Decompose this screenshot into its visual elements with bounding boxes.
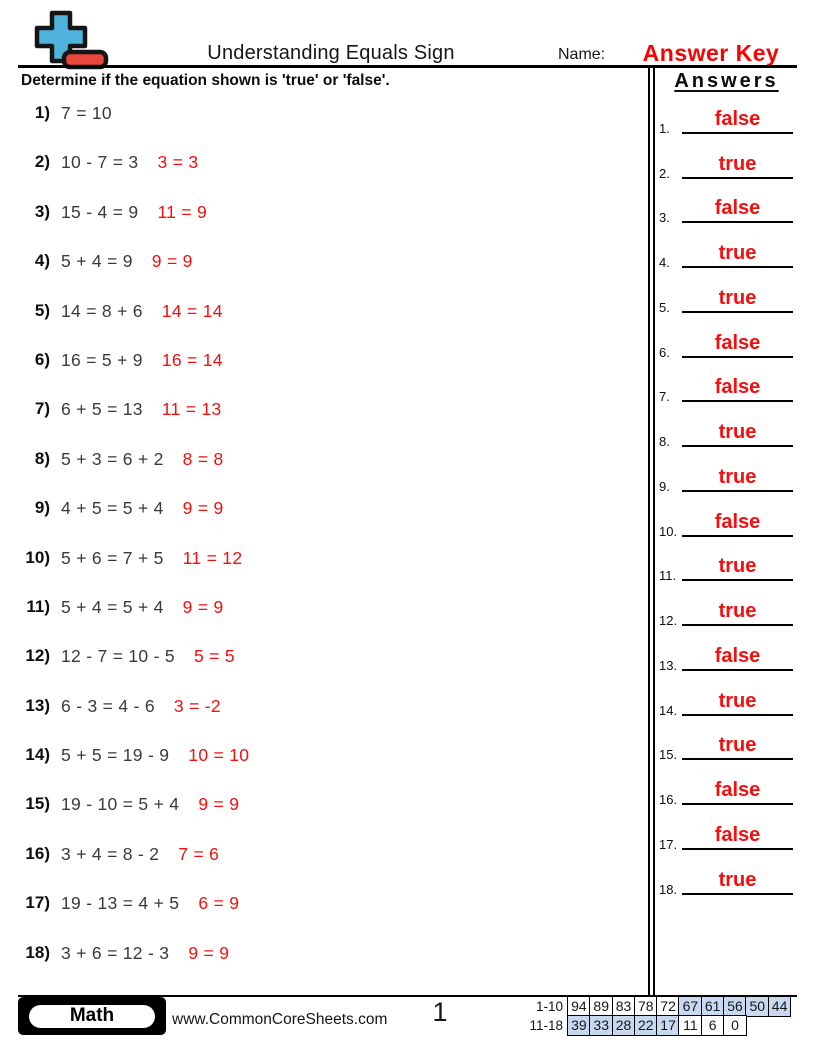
score-cell: 78 (634, 996, 658, 1017)
score-cell: 72 (656, 996, 680, 1017)
score-cell: 94 (567, 996, 591, 1017)
answer-value: false (714, 510, 761, 533)
question-row (0, 495, 645, 544)
answer-blank-line (682, 287, 793, 313)
answer-value: true (718, 734, 757, 757)
answer-item (655, 411, 798, 456)
answer-item (655, 859, 798, 904)
question-work-answer: 11 = 9 (157, 201, 208, 222)
question-work-answer: 9 = 9 (198, 794, 240, 815)
score-cell: 0 (723, 1015, 747, 1036)
question-number: 1) (34, 103, 50, 122)
answer-number: 10. (659, 523, 678, 539)
answer-number: 9. (659, 478, 670, 494)
score-row-2-cells (567, 1015, 747, 1036)
answer-value: true (718, 555, 757, 578)
question-number: 17) (25, 893, 50, 913)
answer-blank-line (682, 197, 793, 223)
answer-item (655, 635, 798, 680)
answer-number: 7. (659, 389, 670, 405)
instruction-text: Determine if the equation shown is 'true' or 'false'. (21, 72, 390, 89)
question-number: 5) (34, 300, 50, 320)
question-row (0, 594, 645, 643)
answer-item (655, 814, 798, 859)
score-cell: 28 (612, 1015, 636, 1036)
question-row (0, 396, 645, 445)
answers-list (655, 98, 798, 904)
answer-value: true (718, 421, 757, 444)
answer-blank-line (682, 734, 793, 760)
score-cell: 39 (567, 1015, 591, 1036)
answer-item (655, 232, 798, 277)
answer-item (655, 143, 798, 188)
answer-number: 1. (659, 120, 670, 136)
score-cell: 83 (612, 996, 636, 1017)
answer-value: true (718, 868, 757, 891)
question-row (0, 298, 645, 347)
answer-item (655, 590, 798, 635)
question-equation: 5 + 6 = 7 + 5 (61, 547, 164, 568)
score-cell: 44 (768, 996, 792, 1017)
answer-number: 17. (659, 837, 678, 853)
answer-blank-line (682, 824, 793, 850)
question-row (0, 940, 645, 989)
answer-value: false (714, 824, 761, 847)
question-equation: 3 + 4 = 8 - 2 (61, 843, 160, 864)
question-number: 3) (34, 201, 50, 221)
answer-value: true (718, 689, 757, 712)
answer-blank-line (682, 242, 793, 268)
answer-blank-line (682, 108, 793, 134)
question-row (0, 199, 645, 248)
answer-value: false (714, 107, 761, 130)
question-equation: 10 - 7 = 3 (61, 152, 139, 173)
column-divider (648, 67, 655, 995)
answer-item (655, 277, 798, 322)
answer-value: false (714, 644, 761, 667)
answer-item (655, 725, 798, 770)
score-cell: 61 (701, 996, 725, 1017)
question-row (0, 841, 645, 890)
question-equation: 12 - 7 = 10 - 5 (61, 646, 175, 667)
score-cell: 89 (589, 996, 613, 1017)
score-cell: 11 (678, 1015, 702, 1036)
answer-value: true (718, 465, 757, 488)
question-number: 14) (25, 745, 50, 765)
answer-value: false (714, 376, 761, 399)
website-url: www.CommonCoreSheets.com (172, 1011, 388, 1028)
question-number: 6) (34, 349, 50, 369)
answer-item (655, 98, 798, 143)
question-work-answer: 11 = 13 (161, 399, 222, 420)
answer-blank-line (682, 421, 793, 447)
question-work-answer: 14 = 14 (161, 300, 223, 321)
question-number: 10) (25, 547, 50, 567)
score-row-2 (522, 1015, 791, 1036)
score-table (522, 996, 791, 1036)
answer-item (655, 501, 798, 546)
question-row (0, 742, 645, 791)
answer-number: 12. (659, 613, 678, 629)
answer-blank-line (682, 779, 793, 805)
answer-item (655, 188, 798, 233)
question-row (0, 643, 645, 692)
question-number: 7) (34, 399, 50, 419)
answer-number: 4. (659, 255, 670, 271)
question-row (0, 100, 645, 149)
answer-value: false (714, 331, 761, 354)
answer-blank-line (682, 869, 793, 895)
question-work-answer: 9 = 9 (151, 251, 193, 272)
answer-blank-line (682, 466, 793, 492)
question-work-answer: 3 = 3 (157, 152, 199, 173)
question-number: 8) (34, 448, 50, 468)
question-equation: 16 = 5 + 9 (61, 349, 143, 370)
answer-blank-line (682, 645, 793, 671)
answer-item (655, 322, 798, 367)
answer-number: 11. (659, 568, 677, 584)
answer-key-name-value: Answer Key (642, 40, 780, 66)
question-row (0, 693, 645, 742)
question-number: 13) (25, 695, 50, 715)
score-cell: 56 (723, 996, 747, 1017)
answer-blank-line (682, 690, 793, 716)
answer-item (655, 546, 798, 591)
score-cell: 22 (634, 1015, 658, 1036)
question-number: 2) (34, 152, 50, 172)
question-work-answer: 9 = 9 (182, 498, 224, 519)
answer-value: false (714, 197, 761, 220)
question-number: 9) (34, 498, 50, 518)
answer-blank-line (682, 153, 793, 179)
answers-panel (655, 70, 798, 904)
question-equation: 5 + 3 = 6 + 2 (61, 448, 164, 469)
question-row (0, 248, 645, 297)
answer-blank-line (682, 511, 793, 537)
answer-item (655, 680, 798, 725)
score-cell: 17 (656, 1015, 680, 1036)
question-work-answer: 8 = 8 (182, 448, 224, 469)
score-cell: 33 (589, 1015, 613, 1036)
question-number: 15) (25, 794, 50, 814)
question-equation: 6 - 3 = 4 - 6 (61, 695, 155, 716)
page-title: Understanding Equals Sign (207, 42, 455, 64)
question-work-answer: 10 = 10 (188, 745, 250, 766)
question-row (0, 149, 645, 198)
question-row (0, 545, 645, 594)
score-cell: 67 (678, 996, 702, 1017)
question-equation: 6 + 5 = 13 (61, 399, 143, 420)
question-equation: 3 + 6 = 12 - 3 (61, 942, 170, 963)
question-number: 11) (26, 596, 50, 616)
name-label: Name: (558, 46, 606, 63)
subject-label: Math (27, 1003, 157, 1030)
answer-blank-line (682, 600, 793, 626)
subject-badge (18, 997, 166, 1035)
answers-heading: Answers (674, 70, 779, 92)
question-equation: 4 + 5 = 5 + 4 (61, 498, 164, 519)
answer-number: 13. (659, 657, 678, 673)
question-work-answer: 6 = 9 (198, 893, 240, 914)
question-work-answer: 16 = 14 (161, 349, 223, 370)
answer-item (655, 769, 798, 814)
score-row-1 (522, 996, 791, 1017)
answer-number: 15. (659, 747, 678, 763)
answer-item (655, 456, 798, 501)
answer-number: 14. (659, 702, 678, 718)
page-number: 1 (432, 997, 448, 1027)
question-number: 16) (25, 843, 50, 863)
question-equation: 7 = 10 (61, 103, 112, 123)
question-equation: 15 - 4 = 9 (61, 201, 139, 222)
answer-item (655, 367, 798, 412)
answer-value: true (718, 286, 757, 309)
answer-number: 8. (659, 434, 670, 450)
answer-value: true (718, 152, 757, 175)
question-work-answer: 3 = -2 (173, 695, 221, 716)
score-cell: 6 (701, 1015, 725, 1036)
answer-number: 3. (659, 210, 670, 226)
answer-number: 5. (659, 299, 670, 315)
question-equation: 19 - 13 = 4 + 5 (61, 893, 180, 914)
question-row (0, 791, 645, 840)
answer-number: 2. (659, 165, 670, 181)
score-row-2-label: 11-18 (529, 1017, 563, 1033)
question-equation: 14 = 8 + 6 (61, 300, 143, 321)
question-work-answer: 9 = 9 (188, 942, 230, 963)
question-equation: 5 + 4 = 5 + 4 (61, 596, 164, 617)
score-row-1-label: 1-10 (535, 998, 563, 1014)
answer-number: 6. (659, 344, 670, 360)
answer-blank-line (682, 376, 793, 402)
question-work-answer: 11 = 12 (182, 547, 243, 568)
question-list (0, 100, 645, 989)
question-work-answer: 9 = 9 (182, 596, 224, 617)
score-row-1-cells (567, 996, 791, 1017)
answer-number: 18. (659, 881, 678, 897)
question-equation: 19 - 10 = 5 + 4 (61, 794, 180, 815)
answer-value: false (714, 779, 761, 802)
question-row (0, 347, 645, 396)
question-row (0, 890, 645, 939)
answer-number: 16. (659, 792, 678, 808)
score-cell: 50 (745, 996, 769, 1017)
question-equation: 5 + 5 = 19 - 9 (61, 745, 170, 766)
question-number: 12) (25, 646, 50, 666)
question-number: 4) (34, 251, 50, 271)
question-work-answer: 5 = 5 (193, 646, 235, 667)
answer-blank-line (682, 555, 793, 581)
header-rule (18, 65, 797, 68)
question-number: 18) (25, 942, 50, 962)
question-equation: 5 + 4 = 9 (61, 251, 133, 272)
question-work-answer: 7 = 6 (178, 843, 220, 864)
question-row (0, 446, 645, 495)
answer-value: true (718, 600, 757, 623)
answer-value: true (718, 242, 757, 265)
answer-blank-line (682, 332, 793, 358)
